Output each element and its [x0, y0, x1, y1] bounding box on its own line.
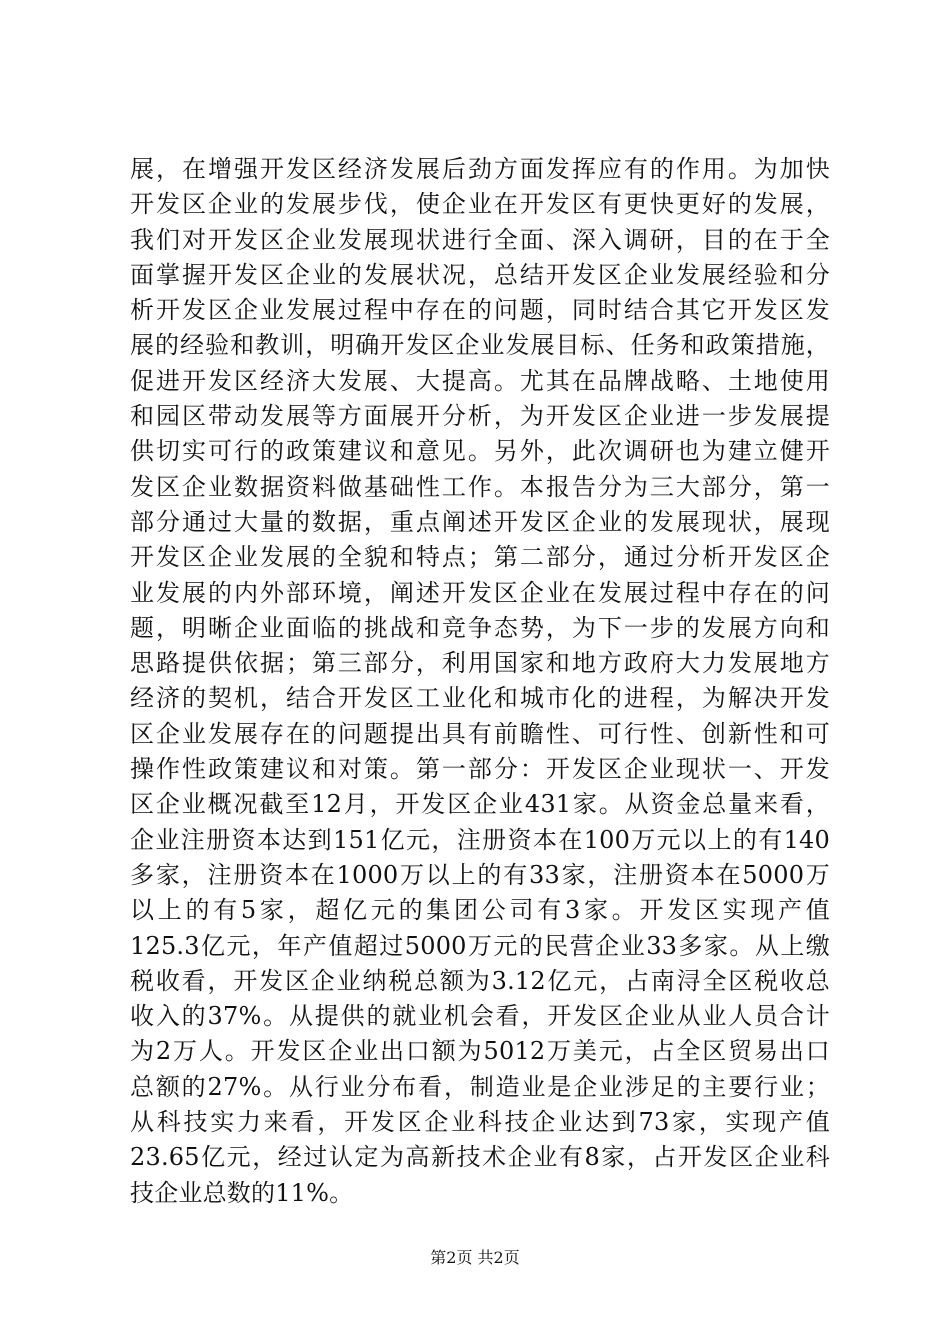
text-line: 23.65亿元，经过认定为高新技术企业有8家，占开发区企业科: [130, 1143, 830, 1172]
text-line: 面掌握开发区企业的发展状况，总结开发区企业发展经验和分: [130, 260, 830, 289]
page-number-footer: 第2页 共2页: [430, 1248, 520, 1267]
text-line: 发区企业数据资料做基础性工作。本报告分为三大部分，第一: [130, 472, 830, 501]
text-line: 业发展的内外部环境，阐述开发区企业在发展过程中存在的问: [130, 578, 830, 607]
text-line: 税收看，开发区企业纳税总额为3.12亿元，占南浔全区税收总: [130, 966, 830, 995]
text-line: 技企业总数的11%。: [130, 1178, 354, 1207]
text-line: 和园区带动发展等方面展开分析，为开发区企业进一步发展提: [130, 402, 830, 431]
text-line: 析开发区企业发展过程中存在的问题，同时结合其它开发区发: [130, 296, 830, 325]
text-line: 125.3亿元，年产值超过5000万元的民营企业33多家。从上缴: [130, 931, 830, 960]
text-line: 展的经验和教训，明确开发区企业发展目标、任务和政策措施，: [130, 331, 830, 360]
text-line: 区企业概况截至12月，开发区企业431家。从资金总量来看，: [130, 790, 830, 819]
text-line: 区企业发展存在的问题提出具有前瞻性、可行性、创新性和可: [130, 719, 830, 748]
text-line: 我们对开发区企业发展现状进行全面、深入调研，目的在于全: [130, 225, 830, 254]
text-line: 企业注册资本达到151亿元，注册资本在100万元以上的有140: [130, 825, 830, 854]
body-paragraph: [130, 152, 830, 1211]
text-line: 从科技实力来看，开发区企业科技企业达到73家，实现产值: [130, 1108, 830, 1137]
text-line: 为2万人。开发区企业出口额为5012万美元，占全区贸易出口: [130, 1037, 830, 1066]
text-line: 供切实可行的政策建议和意见。另外，此次调研也为建立健开: [130, 437, 830, 466]
text-line: 思路提供依据；第三部分，利用国家和地方政府大力发展地方: [130, 649, 830, 678]
text-line: 部分通过大量的数据，重点阐述开发区企业的发展现状，展现: [130, 507, 830, 536]
text-line: 操作性政策建议和对策。第一部分：开发区企业现状一、开发: [130, 755, 830, 784]
text-line: 多家，注册资本在1000万以上的有33家，注册资本在5000万: [130, 860, 830, 889]
text-line: 总额的27%。从行业分布看，制造业是企业涉足的主要行业；: [130, 1072, 830, 1101]
text-line: 展，在增强开发区经济发展后劲方面发挥应有的作用。为加快: [130, 155, 830, 183]
text-line: 开发区企业发展的全貌和特点；第二部分，通过分析开发区企: [130, 543, 830, 572]
text-line: 收入的37%。从提供的就业机会看，开发区企业从业人员合计: [130, 1002, 830, 1031]
text-line: 开发区企业的发展步伐，使企业在开发区有更快更好的发展，: [130, 190, 830, 219]
text-line: 以上的有5家，超亿元的集团公司有3家。开发区实现产值: [130, 896, 830, 925]
text-line: 促进开发区经济大发展、大提高。尤其在品牌战略、土地使用: [130, 366, 830, 395]
text-line: 题，明晰企业面临的挑战和竞争态势，为下一步的发展方向和: [130, 613, 830, 642]
text-line: 经济的契机，结合开发区工业化和城市化的进程，为解决开发: [130, 684, 830, 713]
